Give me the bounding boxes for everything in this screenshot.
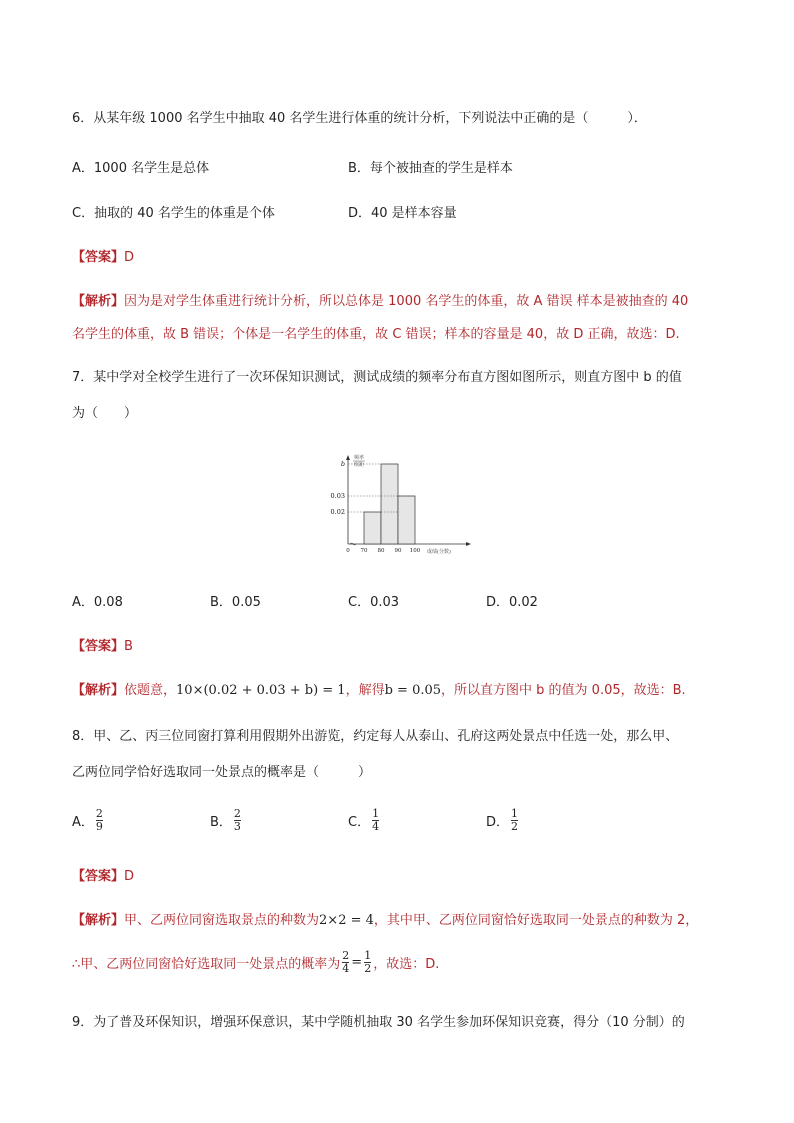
- q6-answer: [72, 246, 134, 265]
- x-axis-label: 成绩(分数): [427, 549, 451, 555]
- answer-label: 【答案】: [72, 869, 125, 884]
- q8-option-d: D． $\frac{1}{2}$: [486, 807, 519, 833]
- analysis-formula: 10×(0.02 + 0.03 + b) = 1: [176, 683, 346, 698]
- y-tick-label: 0.02: [330, 508, 345, 516]
- fraction: $\frac{2}{3}$: [233, 807, 241, 833]
- q6-option-b: B．每个被抽查的学生是样本: [348, 161, 513, 176]
- answer-value: D: [124, 869, 135, 884]
- analysis-text: 甲、乙两位同窗选取景点的种数为: [124, 913, 320, 928]
- analysis-text: ，其中甲、乙两位同窗恰好选取同一处景点的种数为 2，: [373, 913, 699, 928]
- q7-analysis: [72, 679, 686, 698]
- analysis-text: ∴甲、乙两位同窗恰好选取同一处景点的概率为: [72, 957, 341, 972]
- analysis-text: ，故选：D.: [373, 957, 440, 972]
- q8-option-c: C． $\frac{1}{4}$: [348, 807, 380, 833]
- x-axis-arrow: [466, 542, 471, 546]
- q8-stem-line1: 8．甲、乙、丙三位同窗打算利用假期外出游览，约定每人从泰山、孔府这两处景点中任选一处，那么甲、: [72, 729, 679, 744]
- q6-analysis-line2: 名学生的体重，故 B 错误；个体是一名学生的体重，故 C 错误；样本的容量是 40，故 D 正确，故选：D.: [72, 327, 680, 342]
- fraction: $\frac{1}{2}$: [511, 807, 519, 833]
- analysis-label: 【解析】: [72, 913, 125, 928]
- y-tick-label: b: [340, 460, 345, 468]
- answer-label: 【答案】: [72, 639, 125, 654]
- histogram-bar: [398, 496, 415, 544]
- fraction: $\frac{1}{2}$: [364, 949, 372, 975]
- analysis-text: 因为是对学生体重进行统计分析，所以总体是 1000 名学生的体重，故 A 错误 样本是被抽查的 40: [124, 294, 689, 309]
- analysis-text-mid: ，解得: [345, 683, 385, 698]
- x-tick-label: 80: [377, 548, 385, 554]
- q7-option-a: A．0.08: [72, 595, 123, 610]
- x-tick-label: 100: [409, 548, 421, 554]
- histogram-chart: [316, 452, 476, 560]
- x-tick-label: 0: [346, 548, 350, 554]
- q8-option-a: A． $\frac{2}{9}$: [72, 807, 103, 833]
- q7-stem-line1: 7．某中学对全校学生进行了一次环保知识测试，测试成绩的频率分布直方图如图所示，则直方图中 b 的值: [72, 370, 682, 385]
- analysis-text-pre: 依题意，: [124, 683, 177, 698]
- fraction: $\frac{2}{9}$: [95, 807, 103, 833]
- answer-value: D: [124, 250, 135, 265]
- q9-stem-line1: 9．为了普及环保知识，增强环保意识，某中学随机抽取 30 名学生参加环保知识竞赛，得分（10 分制）的: [72, 1015, 685, 1030]
- analysis-formula: 2×2 = 4: [319, 913, 374, 928]
- analysis-text-post: ，所以直方图中 b 的值为 0.05，故选：B.: [441, 683, 686, 698]
- histogram-bar: [381, 464, 398, 544]
- q6-analysis-line1: [72, 290, 688, 309]
- q8-analysis-line1: [72, 909, 698, 928]
- y-axis-label-top: 频率: [354, 455, 365, 461]
- q8-option-b: B． $\frac{2}{3}$: [210, 807, 241, 833]
- y-axis-label-bottom: 组距: [354, 462, 365, 468]
- q7-option-d: D．0.02: [486, 595, 538, 610]
- q6-stem: 6．从某年级 1000 名学生中抽取 40 名学生进行体重的统计分析，下列说法中正确的是（ ）．: [72, 111, 647, 126]
- analysis-label: 【解析】: [72, 683, 125, 698]
- x-tick-label: 90: [394, 548, 402, 554]
- y-axis-arrow: [346, 455, 350, 460]
- q7-option-b: B．0.05: [210, 595, 261, 610]
- q6-option-a: A．1000 名学生是总体: [72, 161, 210, 176]
- q8-analysis-line2: ∴甲、乙两位同窗恰好选取同一处景点的概率为 $\frac{2}{4}$ = $\frac{1}{2}$ ，故选：D.: [72, 949, 440, 975]
- analysis-label: 【解析】: [72, 294, 125, 309]
- histogram-bar: [364, 512, 381, 544]
- q7-answer: [72, 635, 133, 654]
- q6-option-c: C．抽取的 40 名学生的体重是个体: [72, 206, 275, 221]
- analysis-formula: b = 0.05: [384, 683, 442, 698]
- q7-option-c: C．0.03: [348, 595, 400, 610]
- q8-stem-line2: 乙两位同学恰好选取同一处景点的概率是（ ）: [72, 765, 372, 780]
- x-tick-label: 70: [360, 548, 368, 554]
- q7-stem-line2: 为（ ）: [72, 406, 138, 421]
- y-tick-label: 0.03: [330, 492, 345, 500]
- fraction: $\frac{2}{4}$: [342, 949, 350, 975]
- answer-value: B: [124, 639, 133, 654]
- q6-option-d: D．40 是样本容量: [348, 206, 457, 221]
- fraction: $\frac{1}{4}$: [372, 807, 380, 833]
- answer-label: 【答案】: [72, 250, 125, 265]
- q8-answer: [72, 865, 134, 884]
